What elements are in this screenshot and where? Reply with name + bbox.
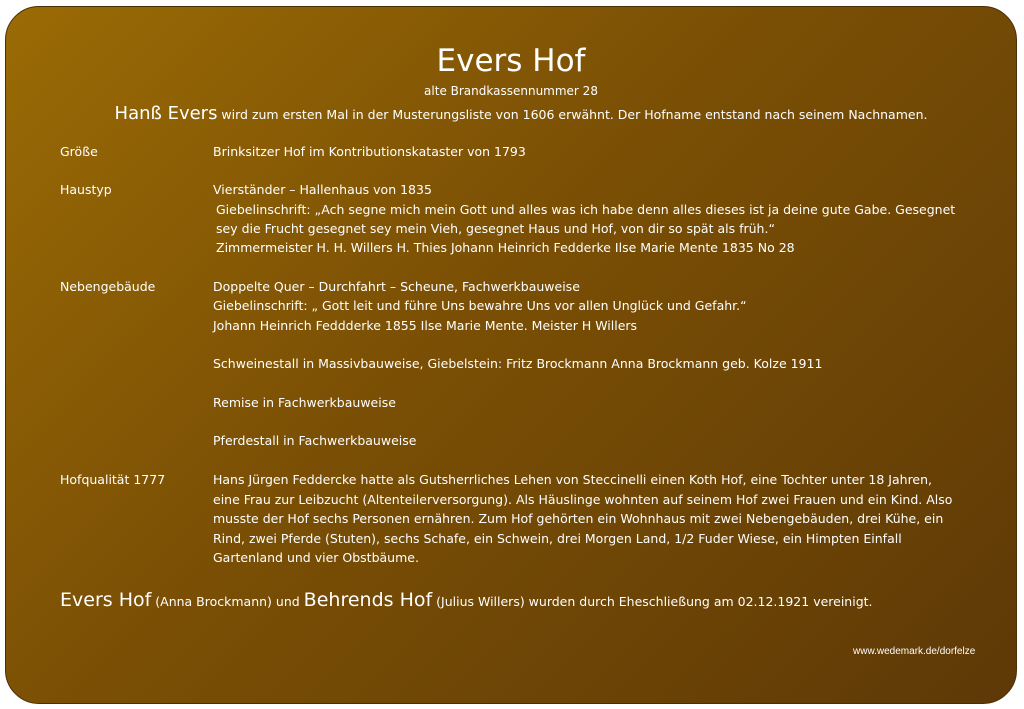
haustyp-line: Zimmermeister H. H. Willers H. Thies Johann Heinrich Fedderke Ilse Marie Mente 1835 No 28 [216, 240, 795, 255]
nebengebaeude-line: Schweinestall in Massivbauweise, Giebelstein: Fritz Brockmann Anna Brockmann geb. Kolze 1911 [213, 356, 823, 371]
intro-text [6, 103, 1024, 124]
nebengebaeude-line: Pferdestall in Fachwerkbauweise [213, 433, 417, 448]
hofqualitaet-line: Gartenland und vier Obstbäume. [213, 550, 419, 565]
label-hofqualitaet: Hofqualität 1777 [60, 472, 166, 487]
groesse-line: Brinksitzer Hof im Kontributionskataster von 1793 [213, 144, 526, 159]
hofqualitaet-line: eine Frau zur Leibzucht (Altenteilerversorgung). Als Häuslinge wohnten auf seinem Hof zwei Frauen und ein Kind. Also [213, 492, 953, 507]
nebengebaeude-line: Remise in Fachwerkbauweise [213, 395, 396, 410]
footer-owner1: (Anna Brockmann) und [151, 594, 304, 609]
nebengebaeude-line: Giebelinschrift: „ Gott leit und führe Uns bewahre Uns vor allen Unglück und Gefahr.“ [213, 298, 747, 313]
label-groesse: Größe [60, 144, 98, 159]
page-title: Evers Hof [436, 43, 586, 79]
label-nebengebaeude: Nebengebäude [60, 279, 156, 294]
footer-hof2: Behrends Hof [303, 589, 433, 611]
label-haustyp: Haustyp [60, 182, 112, 197]
info-panel [5, 6, 1017, 704]
haustyp-line: sey die Frucht gesegnet sey mein Vieh, gesegnet Haus und Hof, von dir so spät als früh.“ [216, 221, 775, 236]
hofqualitaet-line: Rind, zwei Pferde (Stuten), sechs Schafe, ein Schwein, drei Morgen Land, 1/2 Fuder Wiese, ein Himpten Einfall [213, 531, 902, 546]
nebengebaeude-line: Doppelte Quer – Durchfahrt – Scheune, Fachwerkbauweise [213, 279, 580, 294]
haustyp-line: Vierständer – Hallenhaus von 1835 [213, 182, 432, 197]
nebengebaeude-line: Johann Heinrich Feddderke 1855 Ilse Marie Mente. Meister H Willers [213, 318, 638, 333]
footer-hof1: Evers Hof [60, 589, 152, 611]
source-url[interactable]: www.wedemark.de/dorfelze [853, 646, 976, 657]
page-subtitle: alte Brandkassennummer 28 [424, 84, 598, 98]
hofqualitaet-line: Hans Jürgen Feddercke hatte als Gutsherrliches Lehen von Steccinelli einen Koth Hof, eine Tochter unter 18 Jahren, [213, 472, 933, 487]
intro-body: wird zum ersten Mal in der Musterungsliste von 1606 erwähnt. Der Hofname entstand nach seinem Nachnamen. [217, 107, 928, 122]
intro-name: Hanß Evers [114, 103, 218, 124]
footer-body: (Julius Willers) wurden durch Eheschließung am 02.12.1921 vereinigt. [432, 594, 873, 609]
footer-text [60, 589, 873, 611]
hofqualitaet-line: musste der Hof sechs Personen ernähren. Zum Hof gehörten ein Wohnhaus mit zwei Nebengebäuden, drei Kühe, ein [213, 511, 944, 526]
haustyp-line: Giebelinschrift: „Ach segne mich mein Gott und alles was ich habe denn alles dieses ist ja deine gute Gabe. Gesegnet [216, 202, 956, 217]
